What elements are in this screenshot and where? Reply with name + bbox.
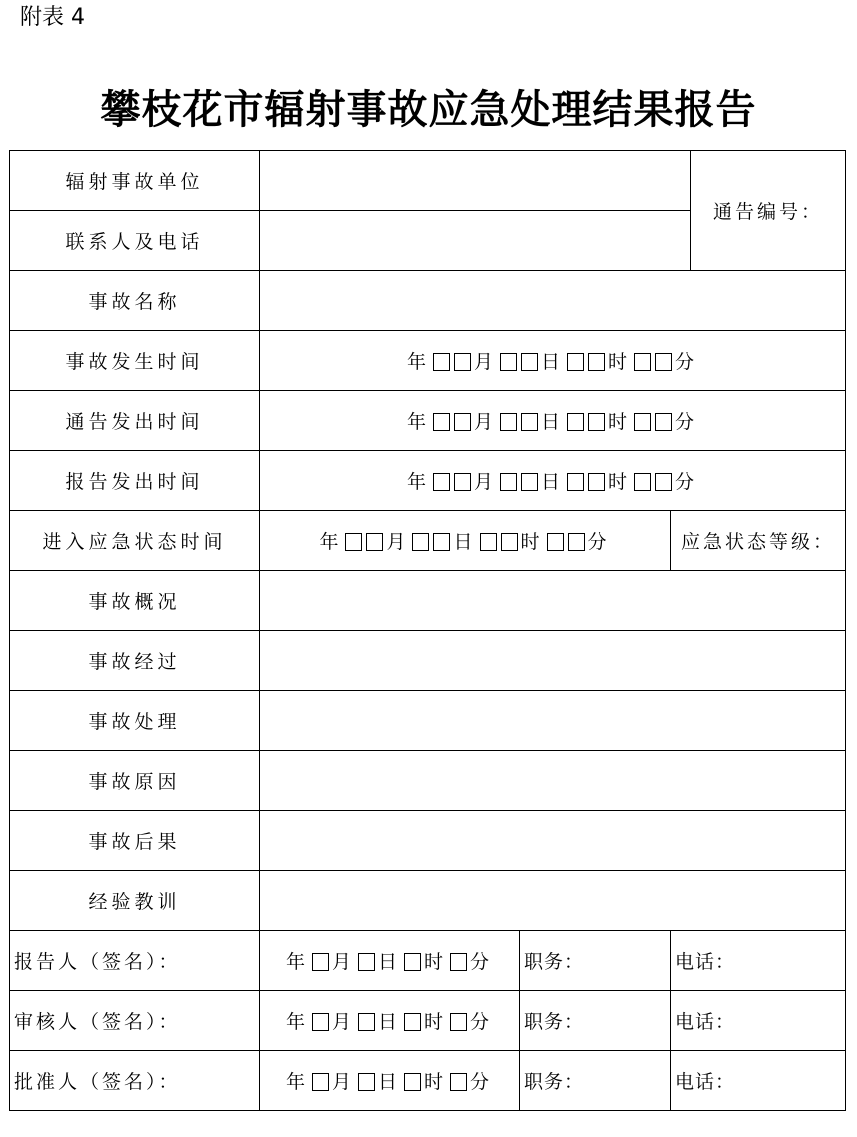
label-approver[interactable]: 批准人（签名）： <box>10 1051 260 1111</box>
digit-box[interactable] <box>312 1073 329 1091</box>
unit-year: 年 <box>285 1011 309 1033</box>
row-lessons <box>10 871 846 931</box>
digit-box[interactable] <box>588 413 605 431</box>
row-process <box>10 631 846 691</box>
digit-box[interactable] <box>567 413 584 431</box>
digit-box[interactable] <box>454 353 471 371</box>
label-emergency-time: 进入应急状态时间 <box>10 511 260 571</box>
digit-box[interactable] <box>634 413 651 431</box>
digit-box[interactable] <box>404 1073 421 1091</box>
digit-box[interactable] <box>450 1013 467 1031</box>
digit-box[interactable] <box>433 413 450 431</box>
digit-box[interactable] <box>568 533 585 551</box>
digit-box[interactable] <box>655 353 672 371</box>
label-report-time: 报告发出时间 <box>10 451 260 511</box>
digit-box[interactable] <box>500 473 517 491</box>
digit-box[interactable] <box>454 413 471 431</box>
digit-box[interactable] <box>358 953 375 971</box>
datetime-approver[interactable] <box>260 1051 520 1111</box>
row-occur-time <box>10 331 846 391</box>
label-reporter-position[interactable]: 职务： <box>520 931 671 991</box>
digit-box[interactable] <box>521 353 538 371</box>
datetime-occur[interactable] <box>260 331 846 391</box>
digit-box[interactable] <box>366 533 383 551</box>
digit-box[interactable] <box>567 473 584 491</box>
unit-minute: 分 <box>587 531 611 553</box>
unit-hour: 时 <box>608 471 632 493</box>
row-name <box>10 271 846 331</box>
row-notice-time <box>10 391 846 451</box>
digit-box[interactable] <box>345 533 362 551</box>
digit-box[interactable] <box>358 1073 375 1091</box>
digit-box[interactable] <box>500 353 517 371</box>
label-reporter[interactable]: 报告人（签名）： <box>10 931 260 991</box>
unit-day: 日 <box>541 411 565 433</box>
digit-box[interactable] <box>634 353 651 371</box>
digit-box[interactable] <box>433 353 450 371</box>
label-occur-time: 事故发生时间 <box>10 331 260 391</box>
digit-box[interactable] <box>312 1013 329 1031</box>
digit-box[interactable] <box>588 473 605 491</box>
digit-box[interactable] <box>412 533 429 551</box>
unit-year: 年 <box>319 531 343 553</box>
input-lessons[interactable] <box>260 871 846 931</box>
row-approver <box>10 1051 846 1111</box>
digit-box[interactable] <box>634 473 651 491</box>
digit-box[interactable] <box>521 473 538 491</box>
label-reviewer-phone[interactable]: 电话： <box>671 991 846 1051</box>
digit-box[interactable] <box>655 413 672 431</box>
digit-box[interactable] <box>521 413 538 431</box>
row-cause <box>10 751 846 811</box>
unit-year: 年 <box>406 351 430 373</box>
label-emergency-level[interactable]: 应急状态等级： <box>671 511 846 571</box>
unit-hour: 时 <box>520 531 544 553</box>
unit-day: 日 <box>453 531 477 553</box>
label-notice-no[interactable]: 通告编号： <box>691 151 846 271</box>
label-approver-position[interactable]: 职务： <box>520 1051 671 1111</box>
unit-day: 日 <box>541 471 565 493</box>
row-consequence <box>10 811 846 871</box>
unit-minute: 分 <box>675 471 699 493</box>
label-consequence: 事故后果 <box>10 811 260 871</box>
label-overview: 事故概况 <box>10 571 260 631</box>
digit-box[interactable] <box>358 1013 375 1031</box>
digit-box[interactable] <box>404 953 421 971</box>
input-handling[interactable] <box>260 691 846 751</box>
unit-day: 日 <box>377 951 401 973</box>
row-handling <box>10 691 846 751</box>
digit-box[interactable] <box>567 353 584 371</box>
input-cause[interactable] <box>260 751 846 811</box>
unit-month: 月 <box>331 1011 355 1033</box>
digit-box[interactable] <box>404 1013 421 1031</box>
row-emergency <box>10 511 846 571</box>
datetime-report[interactable] <box>260 451 846 511</box>
label-notice-time: 通告发出时间 <box>10 391 260 451</box>
unit-month: 月 <box>473 471 497 493</box>
label-reviewer[interactable]: 审核人（签名）： <box>10 991 260 1051</box>
label-reporter-phone[interactable]: 电话： <box>671 931 846 991</box>
row-overview <box>10 571 846 631</box>
input-contact[interactable] <box>260 211 691 271</box>
digit-box[interactable] <box>450 953 467 971</box>
digit-box[interactable] <box>433 473 450 491</box>
digit-box[interactable] <box>450 1073 467 1091</box>
unit-month: 月 <box>331 1071 355 1093</box>
unit-hour: 时 <box>608 411 632 433</box>
unit-year: 年 <box>406 471 430 493</box>
row-unit <box>10 151 846 211</box>
unit-minute: 分 <box>675 351 699 373</box>
unit-hour: 时 <box>608 351 632 373</box>
unit-hour: 时 <box>424 1011 448 1033</box>
label-name: 事故名称 <box>10 271 260 331</box>
digit-box[interactable] <box>547 533 564 551</box>
datetime-emergency[interactable] <box>260 511 671 571</box>
input-unit[interactable] <box>260 151 691 211</box>
datetime-reporter[interactable] <box>260 931 520 991</box>
digit-box[interactable] <box>500 413 517 431</box>
unit-minute: 分 <box>470 1011 494 1033</box>
label-lessons: 经验教训 <box>10 871 260 931</box>
report-form <box>9 150 846 1111</box>
digit-box[interactable] <box>312 953 329 971</box>
input-consequence[interactable] <box>260 811 846 871</box>
label-handling: 事故处理 <box>10 691 260 751</box>
row-reporter <box>10 931 846 991</box>
label-contact: 联系人及电话 <box>10 211 260 271</box>
unit-minute: 分 <box>470 951 494 973</box>
label-cause: 事故原因 <box>10 751 260 811</box>
row-reviewer <box>10 991 846 1051</box>
unit-month: 月 <box>473 411 497 433</box>
unit-month: 月 <box>386 531 410 553</box>
digit-box[interactable] <box>454 473 471 491</box>
digit-box[interactable] <box>588 353 605 371</box>
unit-month: 月 <box>473 351 497 373</box>
input-overview[interactable] <box>260 571 846 631</box>
attachment-label: 附表 4 <box>20 5 85 30</box>
label-unit: 辐射事故单位 <box>10 151 260 211</box>
page-title: 攀枝花市辐射事故应急处理结果报告 <box>100 86 757 133</box>
unit-year: 年 <box>406 411 430 433</box>
unit-day: 日 <box>377 1071 401 1093</box>
unit-hour: 时 <box>424 1071 448 1093</box>
input-process[interactable] <box>260 631 846 691</box>
datetime-notice[interactable] <box>260 391 846 451</box>
label-reviewer-position[interactable]: 职务： <box>520 991 671 1051</box>
input-name[interactable] <box>260 271 846 331</box>
digit-box[interactable] <box>501 533 518 551</box>
datetime-reviewer[interactable] <box>260 991 520 1051</box>
unit-year: 年 <box>285 1071 309 1093</box>
row-report-time <box>10 451 846 511</box>
unit-year: 年 <box>285 951 309 973</box>
digit-box[interactable] <box>655 473 672 491</box>
unit-month: 月 <box>331 951 355 973</box>
unit-minute: 分 <box>470 1071 494 1093</box>
unit-day: 日 <box>541 351 565 373</box>
label-process: 事故经过 <box>10 631 260 691</box>
unit-hour: 时 <box>424 951 448 973</box>
label-approver-phone[interactable]: 电话： <box>671 1051 846 1111</box>
unit-day: 日 <box>377 1011 401 1033</box>
digit-box[interactable] <box>433 533 450 551</box>
unit-minute: 分 <box>675 411 699 433</box>
digit-box[interactable] <box>480 533 497 551</box>
